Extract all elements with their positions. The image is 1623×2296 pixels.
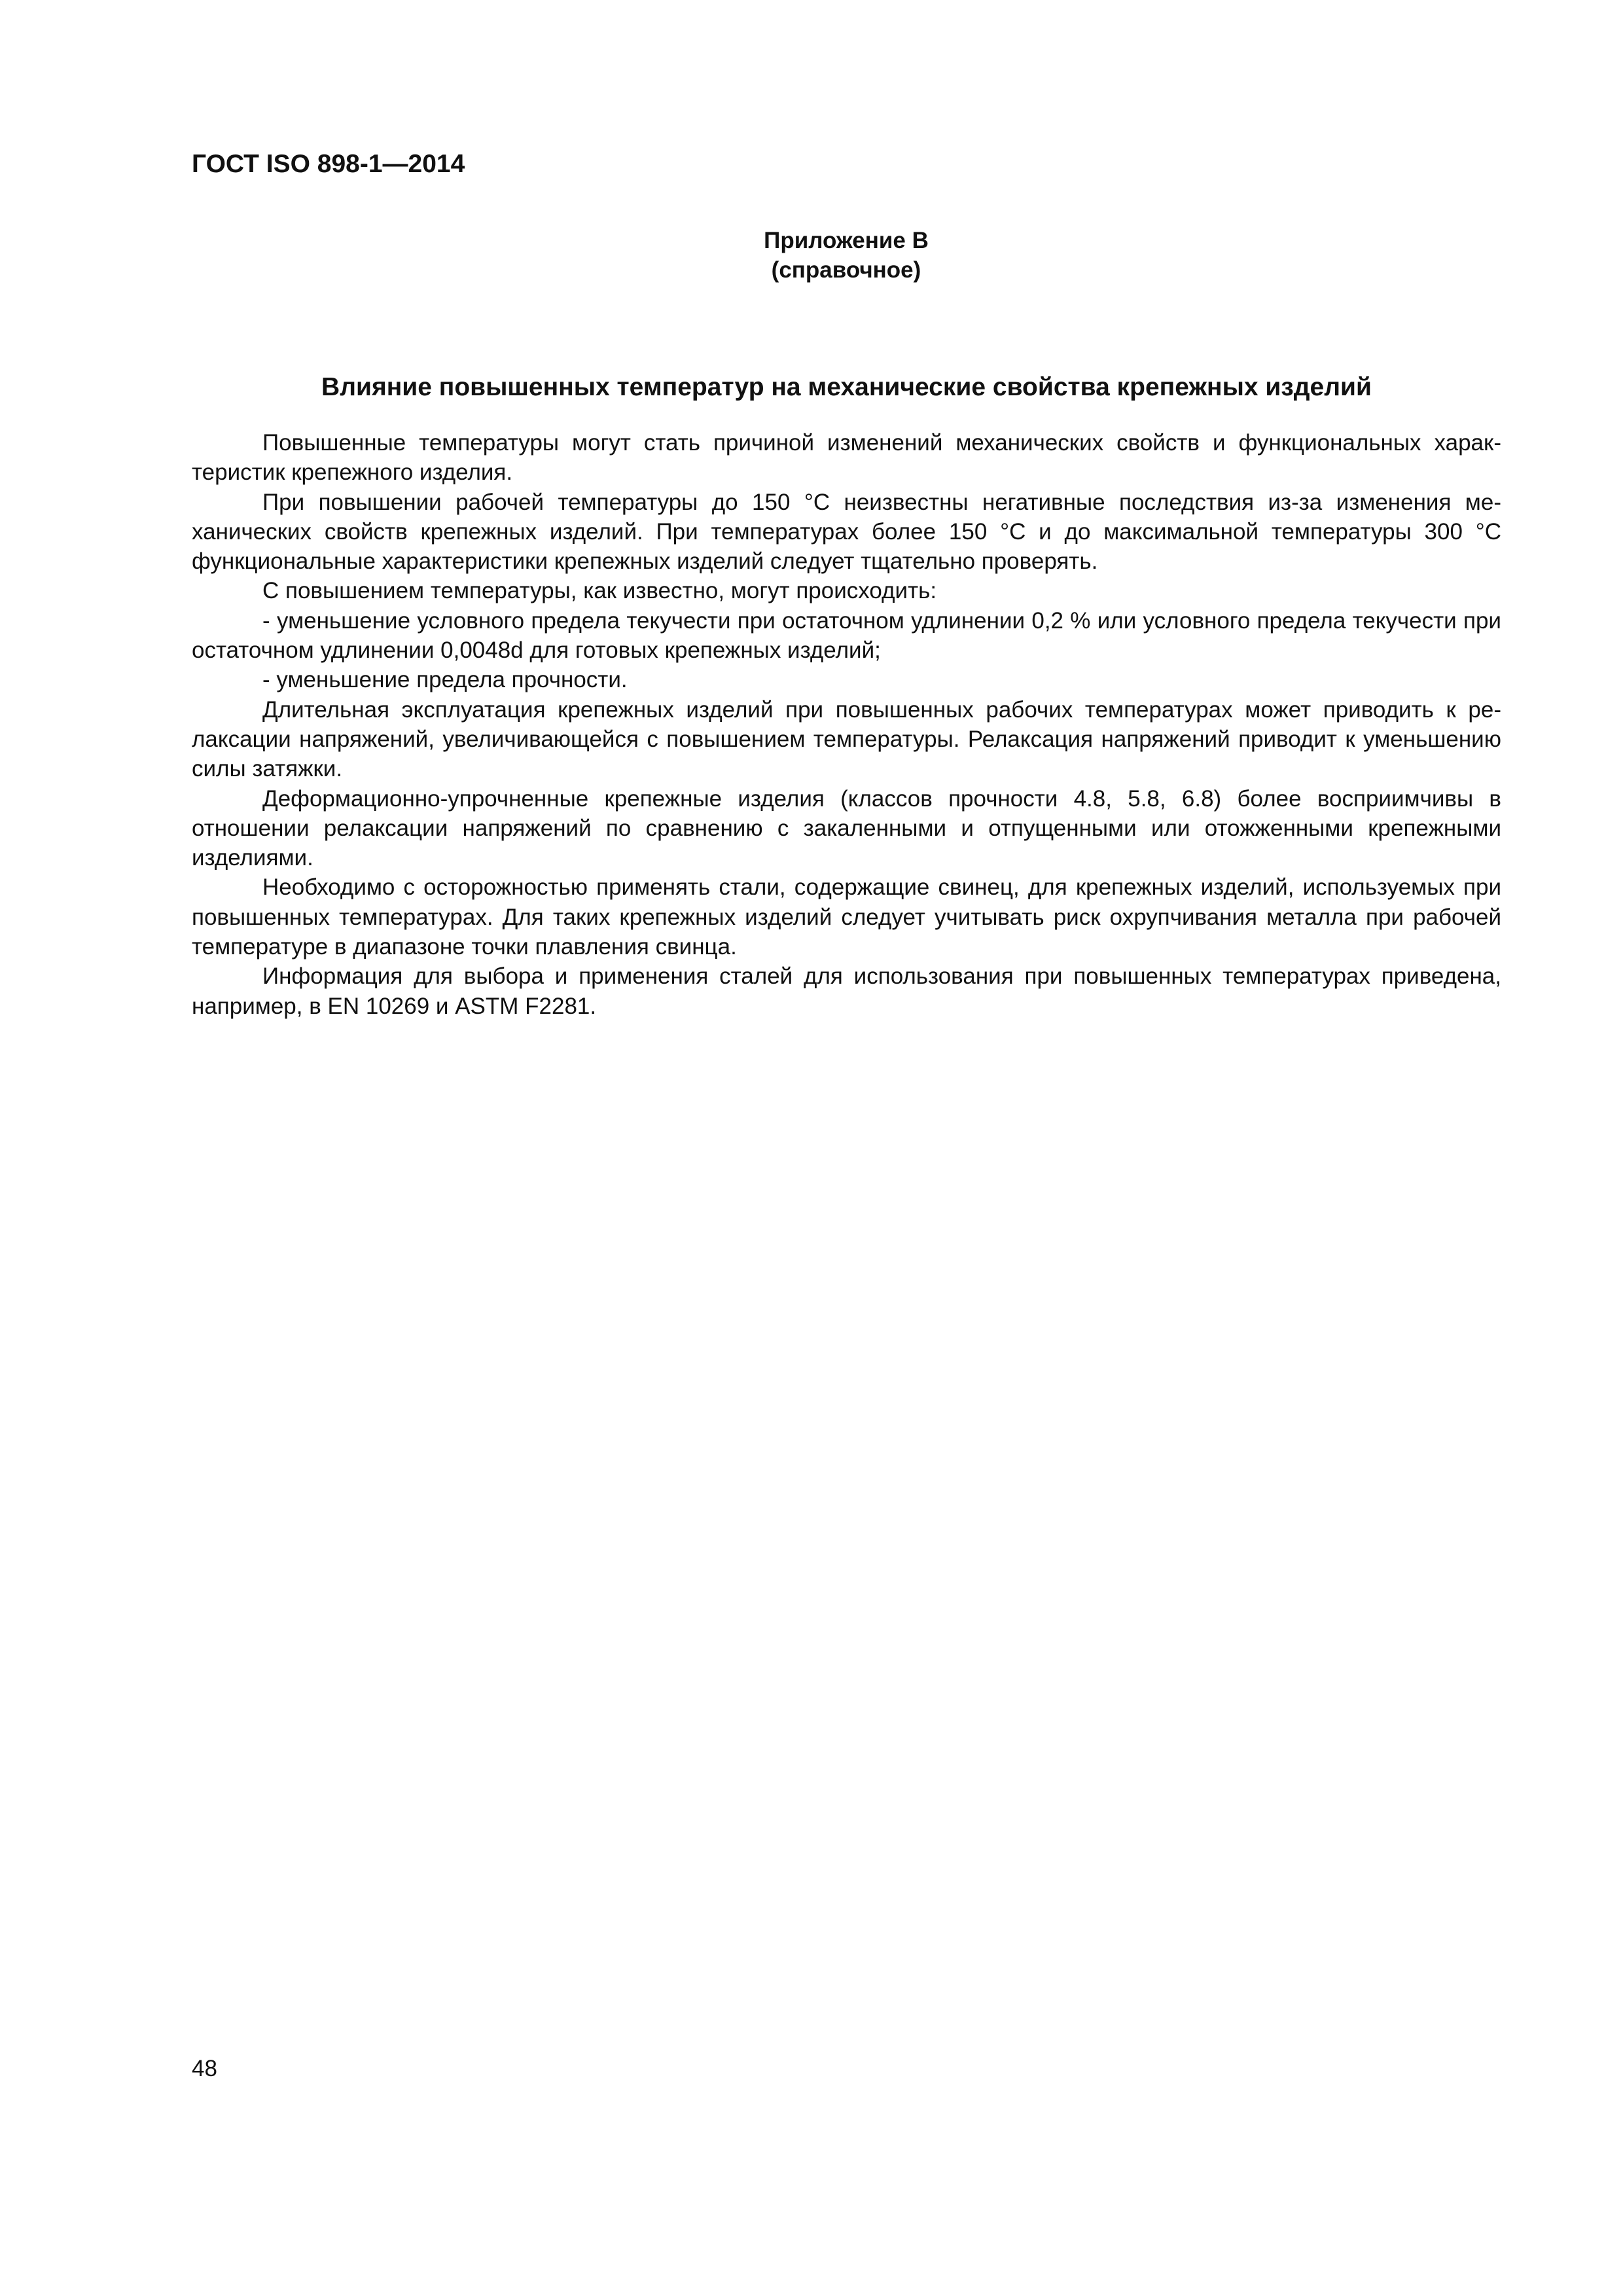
body-paragraph: При повышении рабочей температуры до 150 °С неизвестны негативные последствия из-за изменения механических свойств крепежных изделий. При температурах более 150 °С и до максимальной температуры 300 °С функциональные характеристики крепежных изделий следует тщательно проверять. [192, 489, 1501, 575]
body-paragraph: Длительная эксплуатация крепежных изделий при повышенных рабочих температурах может приводить к релаксации напряжений, увеличивающейся с повышением температуры. Релаксация напряжений приводит к уменьшению силы затяжки. [192, 696, 1501, 782]
page-number: 48 [192, 2056, 217, 2081]
document-code-header: ГОСТ ISO 898-1—2014 [192, 150, 465, 178]
body-paragraph: Необходимо с осторожностью применять стали, содержащие свинец, для крепежных изделий, используемых при повышенных температурах. Для таких крепежных изделий следует учитывать риск охрупчивания металла при рабочей температуре в диапазоне точки плавления свинца. [192, 874, 1501, 960]
appendix-title: Влияние повышенных температур на механические свойства крепежных изделий [321, 373, 1372, 401]
body-paragraph: Повышенные температуры могут стать причиной изменений механических свойств и функциональных характеристик крепежного изделия. [192, 430, 1501, 486]
appendix-status: (справочное) [771, 257, 921, 283]
appendix-heading [0, 226, 1623, 285]
appendix-label: Приложение В [764, 228, 929, 253]
list-item: - уменьшение предела прочности. [262, 667, 628, 693]
body-paragraph: Деформационно-упрочненные крепежные изделия (классов прочности 4.8, 5.8, 6.8) более восприимчивы в отношении релаксации напряжений по сравнению с закаленными и отпущенными или отожженными крепежными изделиями. [192, 785, 1501, 871]
appendix-body [192, 428, 1501, 1021]
body-paragraph: С повышением температуры, как известно, могут происходить: [262, 578, 937, 604]
list-item: - уменьшение условного предела текучести при остаточном удлинении 0,2 % или условного предела текучести при остаточном удлинении 0,0048d для готовых крепежных изделий; [192, 607, 1501, 664]
body-paragraph: Информация для выбора и применения сталей для использования при повышенных температурах приведена, например, в EN 10269 и ASTM F2281. [192, 963, 1501, 1019]
